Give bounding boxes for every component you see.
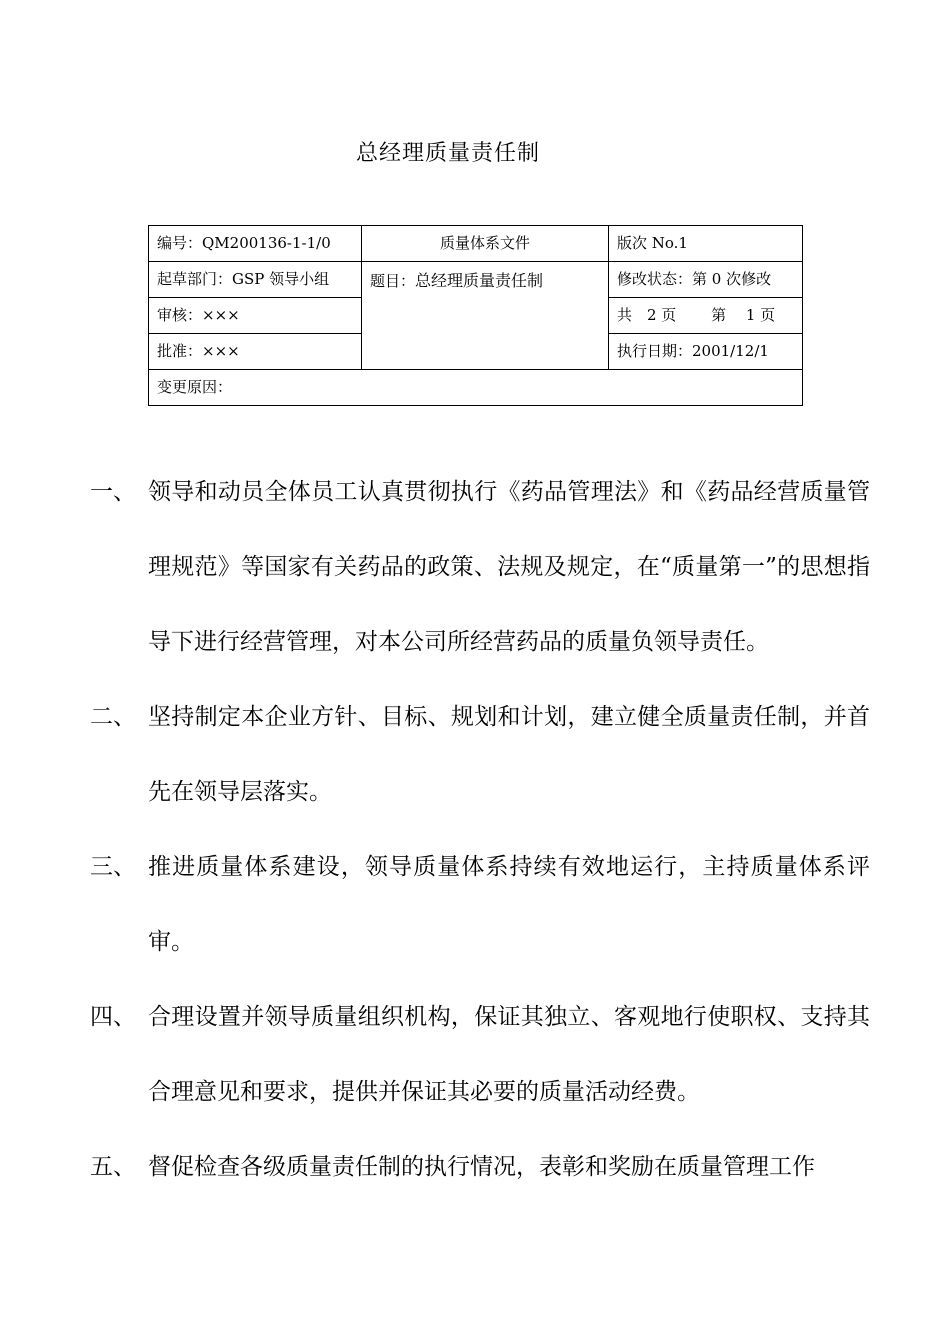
- revision-status: 修改状态：第 0 次修改: [609, 262, 803, 298]
- item-number: 四、: [90, 1004, 136, 1030]
- document-title: 总经理质量责任制: [355, 141, 540, 166]
- list-item: [90, 455, 870, 680]
- drafting-department: 起草部门：GSP 领导小组: [149, 262, 362, 298]
- item-number: 三、: [90, 854, 136, 880]
- item-text: 领导和动员全体员工认真贯彻执行《药品管理法》和《药品经营质量管理规范》等国家有关药品的政策、法规及规定，在“质量第一”的思想指导下进行经营管理，对本公司所经营药品的质量负领导责任。: [148, 479, 870, 655]
- version: 版次 No.1: [609, 226, 803, 262]
- subject-label: 题目：: [370, 272, 416, 290]
- effective-date: 执行日期：2001/12/1: [609, 334, 803, 370]
- subject-cell: [362, 262, 609, 370]
- list-item: [90, 980, 870, 1130]
- change-reason: 变更原因：: [149, 370, 803, 406]
- item-number: 二、: [90, 704, 136, 730]
- item-text: 推进质量体系建设，领导质量体系持续有效地运行，主持质量体系评审。: [148, 854, 870, 955]
- document-header-table: [148, 225, 803, 406]
- approver: 批准：×××: [149, 334, 362, 370]
- item-text: 坚持制定本企业方针、目标、规划和计划，建立健全质量责任制，并首先在领导层落实。: [148, 704, 870, 805]
- item-number: 一、: [90, 479, 136, 505]
- document-code: 编号：QM200136-1-1/0: [149, 226, 362, 262]
- list-item: [90, 830, 870, 980]
- reviewer: 审核：×××: [149, 298, 362, 334]
- list-item: [90, 680, 870, 830]
- subject-value: 总经理质量责任制: [415, 271, 544, 290]
- page-count: 共 2 页 第 1 页: [609, 298, 803, 334]
- item-text: 督促检查各级质量责任制的执行情况，表彰和奖励在质量管理工作: [148, 1154, 815, 1180]
- item-number: 五、: [90, 1154, 136, 1180]
- item-text: 合理设置并领导质量组织机构，保证其独立、客观地行使职权、支持其合理意见和要求，提供并保证其必要的质量活动经费。: [148, 1004, 870, 1105]
- responsibility-list: [90, 455, 870, 1205]
- list-item: [90, 1130, 870, 1205]
- file-type: 质量体系文件: [362, 226, 609, 262]
